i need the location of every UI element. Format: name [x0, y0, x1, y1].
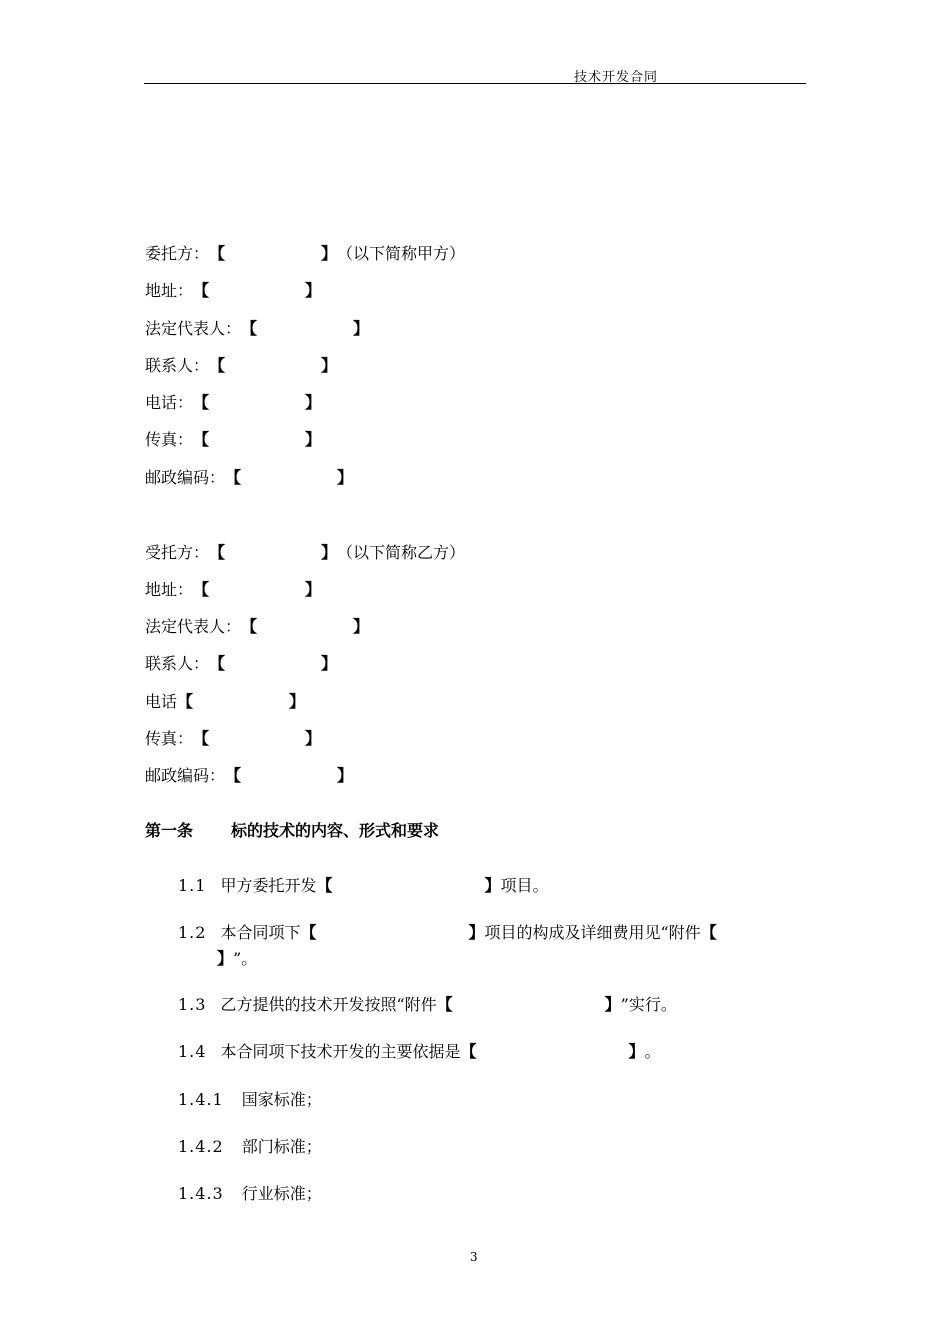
bracket-open: 【 [700, 923, 717, 942]
bracket-open: 【 [209, 654, 226, 673]
bracket-open: 【 [177, 692, 194, 711]
party-b-name-label: 受托方： [145, 543, 210, 562]
party-a-contact-line [145, 356, 337, 376]
clause-1-2-number: 1.2 [178, 923, 207, 942]
clause-1-4-1 [178, 1089, 322, 1111]
party-a-phone-line [145, 393, 321, 413]
party-a-postal-line [145, 468, 353, 488]
party-b-phone-label: 电话 [145, 692, 178, 711]
bracket-close: 】 [305, 393, 322, 412]
bracket-open: 【 [225, 766, 242, 785]
party-a-fax-label: 传真： [145, 430, 194, 449]
bracket-close: 】 [337, 468, 354, 487]
bracket-close: 】 [217, 949, 234, 968]
bracket-open: 【 [209, 356, 226, 375]
party-a-name-suffix: （以下简称甲方） [337, 244, 466, 263]
article-1-heading [145, 818, 439, 841]
party-a-name-line [145, 244, 465, 264]
clause-1-4-post: 。 [644, 1042, 661, 1061]
clause-1-3-pre: 乙方提供的技术开发按照“附件 [220, 995, 437, 1014]
party-a-legal-rep-line [145, 319, 369, 339]
party-a-fax-line [145, 430, 321, 450]
clause-1-4-number: 1.4 [178, 1042, 207, 1061]
party-b-phone-line [145, 692, 305, 712]
party-b-fax-label: 传真： [145, 729, 194, 748]
clause-1-2-pre: 本合同项下 [220, 923, 301, 942]
bracket-close: 】 [289, 692, 306, 711]
bracket-close: 】 [468, 923, 485, 942]
bracket-close: 】 [321, 543, 338, 562]
clause-1-4-3-text: 行业标准； [241, 1184, 322, 1203]
clause-1-4 [178, 1041, 661, 1063]
party-b-legal-rep-label: 法定代表人： [145, 617, 242, 636]
party-b-name-suffix: （以下简称乙方） [337, 543, 466, 562]
clause-1-1-pre: 甲方委托开发 [220, 876, 317, 895]
page-number: 3 [470, 1250, 478, 1264]
party-b-contact-label: 联系人： [145, 654, 210, 673]
bracket-open: 【 [193, 393, 210, 412]
bracket-close: 】 [337, 766, 354, 785]
clause-1-1 [178, 875, 549, 897]
bracket-open: 【 [193, 430, 210, 449]
bracket-open: 【 [460, 1042, 477, 1061]
header-title: 技术开发合同 [574, 70, 659, 85]
bracket-close: 】 [305, 580, 322, 599]
clause-1-4-3 [178, 1183, 322, 1205]
clause-1-2 [178, 922, 717, 944]
clause-1-4-3-number: 1.4.3 [178, 1184, 224, 1203]
bracket-open: 【 [193, 580, 210, 599]
bracket-open: 【 [316, 876, 333, 895]
clause-1-4-1-text: 国家标准； [241, 1090, 322, 1109]
bracket-close: 】 [305, 281, 322, 300]
party-a-postal-label: 邮政编码： [145, 468, 226, 487]
party-a-contact-label: 联系人： [145, 356, 210, 375]
party-a-name-label: 委托方： [145, 244, 210, 263]
article-1-title: 标的技术的内容、形式和要求 [231, 821, 440, 840]
bracket-open: 【 [241, 319, 258, 338]
bracket-open: 【 [241, 617, 258, 636]
bracket-open: 【 [193, 281, 210, 300]
bracket-open: 【 [209, 543, 226, 562]
bracket-close: 】 [305, 729, 322, 748]
clause-1-2-mid: 项目的构成及详细费用见“附件 [484, 923, 701, 942]
clause-1-4-2-text: 部门标准； [241, 1137, 322, 1156]
party-b-name-line [145, 543, 465, 563]
party-a-address-label: 地址： [145, 281, 194, 300]
bracket-close: 】 [353, 617, 370, 636]
party-a-phone-label: 电话： [145, 393, 194, 412]
clause-1-4-2 [178, 1136, 322, 1158]
party-b-postal-line [145, 766, 353, 786]
bracket-close: 】 [305, 430, 322, 449]
clause-1-4-pre: 本合同项下技术开发的主要依据是 [220, 1042, 461, 1061]
bracket-close: 】 [321, 654, 338, 673]
bracket-close: 】 [321, 356, 338, 375]
header-divider [144, 83, 806, 84]
clause-1-4-2-number: 1.4.2 [178, 1137, 224, 1156]
bracket-open: 【 [300, 923, 317, 942]
party-b-address-label: 地址： [145, 580, 194, 599]
party-a-address-line [145, 281, 321, 301]
clause-1-2-post: ”。 [233, 949, 258, 968]
bracket-open: 【 [225, 468, 242, 487]
party-b-postal-label: 邮政编码： [145, 766, 226, 785]
bracket-open: 【 [436, 995, 453, 1014]
party-b-address-line [145, 580, 321, 600]
bracket-close: 】 [353, 319, 370, 338]
clause-1-3 [178, 994, 677, 1016]
clause-1-2-continuation [217, 946, 257, 969]
party-b-legal-rep-line [145, 617, 369, 637]
bracket-close: 】 [604, 995, 621, 1014]
party-a-legal-rep-label: 法定代表人： [145, 319, 242, 338]
bracket-open: 【 [193, 729, 210, 748]
party-b-fax-line [145, 729, 321, 749]
clause-1-3-post: ”实行。 [620, 995, 677, 1014]
party-b-contact-line [145, 654, 337, 674]
article-1-number: 第一条 [145, 821, 194, 840]
bracket-close: 】 [484, 876, 501, 895]
party-a-name-bracket-open: 【 [209, 244, 226, 263]
clause-1-1-post: 项目。 [500, 876, 549, 895]
clause-1-3-number: 1.3 [178, 995, 207, 1014]
clause-1-4-1-number: 1.4.1 [178, 1090, 224, 1109]
bracket-close: 】 [628, 1042, 645, 1061]
clause-1-1-number: 1.1 [178, 876, 207, 895]
party-a-name-bracket-close: 】 [321, 244, 338, 263]
